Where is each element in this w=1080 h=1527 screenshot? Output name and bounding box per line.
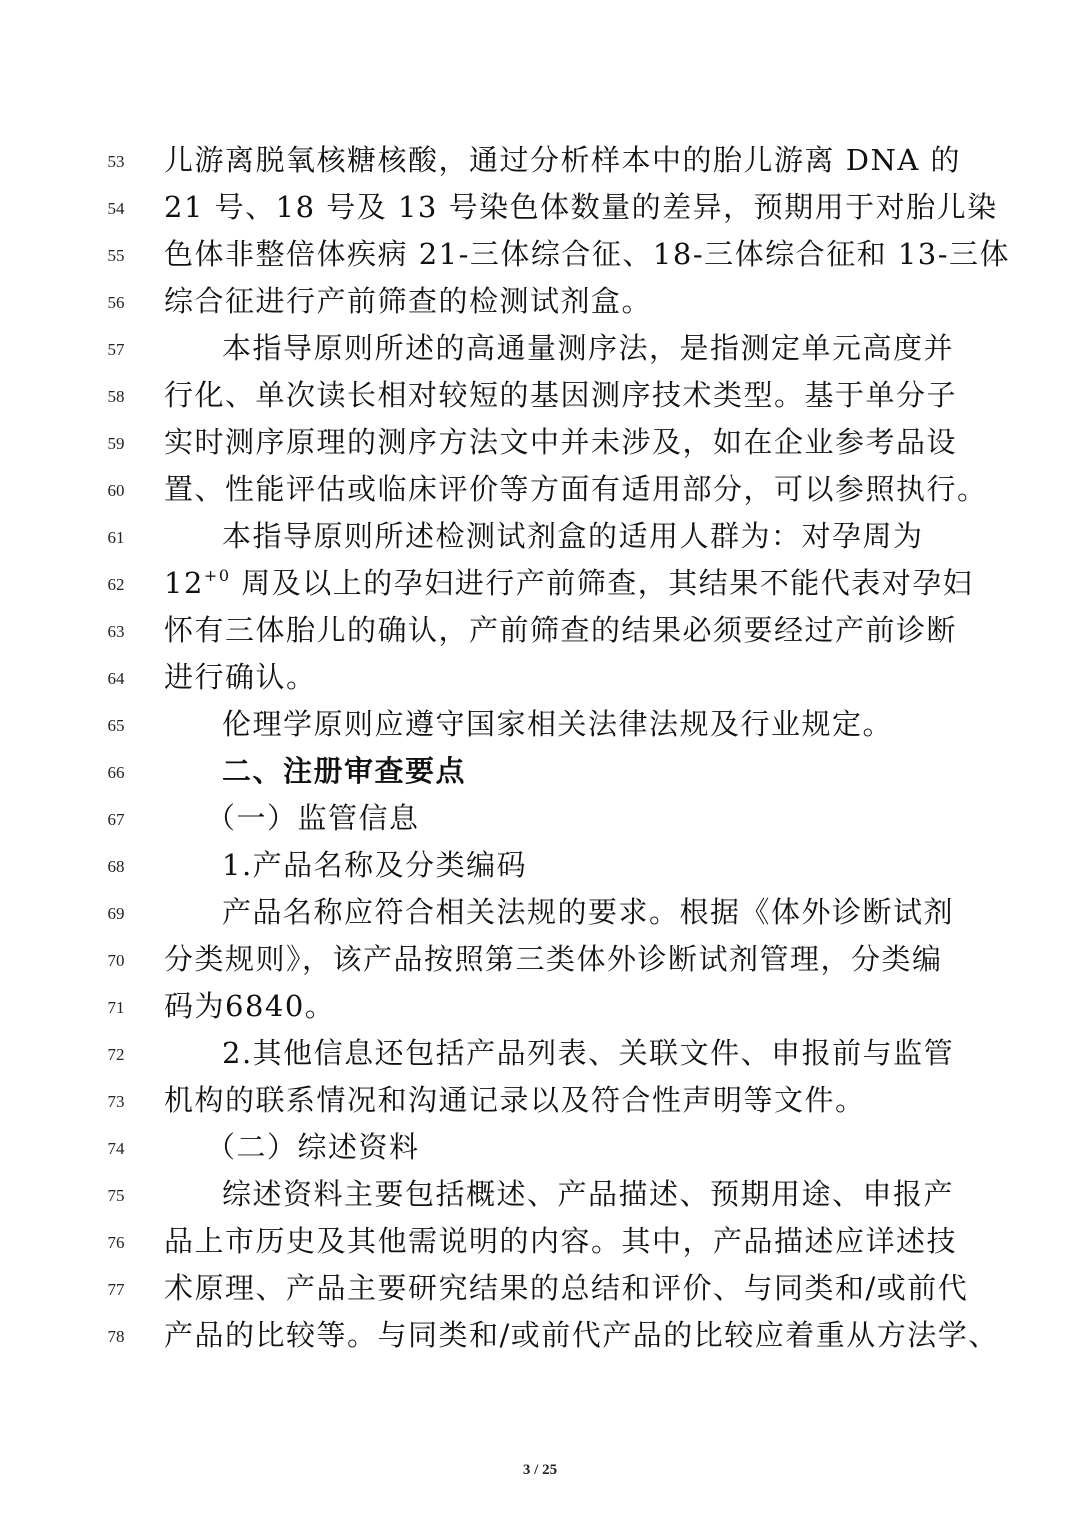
text-line (0, 232, 1080, 279)
text-line (0, 984, 1080, 1031)
line-number: 55 (107, 246, 125, 265)
line-number: 72 (107, 1045, 125, 1064)
text-line (0, 279, 1080, 326)
line-text: 进行确认。 (164, 660, 317, 694)
line-number: 59 (107, 434, 125, 453)
line-text: 本指导原则所述检测试剂盒的适用人群为：对孕周为 (222, 519, 924, 553)
line-text: 本指导原则所述的高通量测序法，是指测定单元高度并 (222, 331, 955, 365)
text-line (0, 1219, 1080, 1266)
line-text: 术原理、产品主要研究结果的总结和评价、与同类和/或前代 (164, 1271, 969, 1305)
line-number: 57 (107, 340, 125, 359)
text-line (0, 138, 1080, 185)
line-number: 53 (107, 152, 125, 171)
line-number: 78 (107, 1327, 125, 1346)
line-number: 74 (107, 1139, 125, 1158)
text-line (0, 843, 1080, 890)
line-number: 66 (107, 763, 125, 782)
line-number: 60 (107, 481, 125, 500)
line-number: 64 (107, 669, 125, 688)
text-line (0, 561, 1080, 608)
line-text: 行化、单次读长相对较短的基因测序技术类型。基于单分子 (164, 378, 958, 412)
line-text: 综述资料主要包括概述、产品描述、预期用途、申报产 (222, 1177, 955, 1211)
text-line (0, 1078, 1080, 1125)
line-number: 62 (107, 575, 125, 594)
line-text: 置、性能评估或临床评价等方面有适用部分，可以参照执行。 (164, 472, 988, 506)
text-line (0, 749, 1080, 796)
text-line (0, 937, 1080, 984)
line-text: 2.其他信息还包括产品列表、关联文件、申报前与监管 (222, 1036, 955, 1070)
page-number: 3 / 25 (522, 1462, 558, 1478)
text-line (0, 702, 1080, 749)
text-line (0, 1125, 1080, 1172)
line-text: 分类规则》，该产品按照第三类体外诊断试剂管理，分类编 (164, 942, 943, 976)
line-text: 机构的联系情况和沟通记录以及符合性声明等文件。 (164, 1083, 866, 1117)
line-text: 实时测序原理的测序方法文中并未涉及，如在企业参考品设 (164, 425, 958, 459)
line-text: 产品的比较等。与同类和/或前代产品的比较应着重从方法学、 (164, 1318, 999, 1352)
text-line (0, 608, 1080, 655)
line-number: 61 (107, 528, 125, 547)
text-line (0, 796, 1080, 843)
text-line (0, 890, 1080, 937)
line-number: 56 (107, 293, 125, 312)
text-line (0, 1031, 1080, 1078)
line-number: 63 (107, 622, 125, 641)
text-line (0, 1266, 1080, 1313)
line-text: 伦理学原则应遵守国家相关法律法规及行业规定。 (222, 707, 894, 741)
line-text: 码为6840。 (164, 989, 336, 1023)
line-number: 73 (107, 1092, 125, 1111)
item-heading: 1.产品名称及分类编码 (222, 848, 528, 882)
subsection-heading: （一）监管信息 (206, 801, 420, 835)
text-line (0, 1313, 1080, 1360)
line-number: 67 (107, 810, 125, 829)
line-text: 品上市历史及其他需说明的内容。其中，产品描述应详述技 (164, 1224, 958, 1258)
text-line (0, 420, 1080, 467)
line-text-number: 12 (164, 566, 204, 600)
line-text-rest: 周及以上的孕妇进行产前筛查，其结果不能代表对孕妇 (230, 566, 974, 600)
line-text: 产品名称应符合相关法规的要求。根据《体外诊断试剂 (222, 895, 955, 929)
section-heading: 二、注册审查要点 (222, 754, 467, 788)
line-text: 色体非整倍体疾病 21-三体综合征、18-三体综合征和 13-三体 (164, 237, 1011, 271)
text-line (0, 373, 1080, 420)
line-text: 怀有三体胎儿的确认，产前筛查的结果必须要经过产前诊断 (164, 613, 958, 647)
line-number: 75 (107, 1186, 125, 1205)
text-line (0, 655, 1080, 702)
superscript: +0 (203, 566, 231, 585)
line-text: 21 号、18 号及 13 号染色体数量的差异，预期用于对胎儿染 (164, 190, 998, 224)
text-line (0, 467, 1080, 514)
line-number: 77 (107, 1280, 125, 1299)
line-number: 54 (107, 199, 125, 218)
line-number: 70 (107, 951, 125, 970)
subsection-heading: （二）综述资料 (206, 1130, 420, 1164)
line-text (164, 563, 973, 603)
text-line (0, 326, 1080, 373)
text-line (0, 1172, 1080, 1219)
line-text: 儿游离脱氧核糖核酸，通过分析样本中的胎儿游离 DNA 的 (164, 143, 962, 177)
line-number: 68 (107, 857, 125, 876)
line-number: 71 (107, 998, 125, 1017)
line-text: 综合征进行产前筛查的检测试剂盒。 (164, 284, 653, 318)
line-number: 58 (107, 387, 125, 406)
line-number: 69 (107, 904, 125, 923)
text-line (0, 514, 1080, 561)
line-number: 76 (107, 1233, 125, 1252)
text-line (0, 185, 1080, 232)
line-number: 65 (107, 716, 125, 735)
